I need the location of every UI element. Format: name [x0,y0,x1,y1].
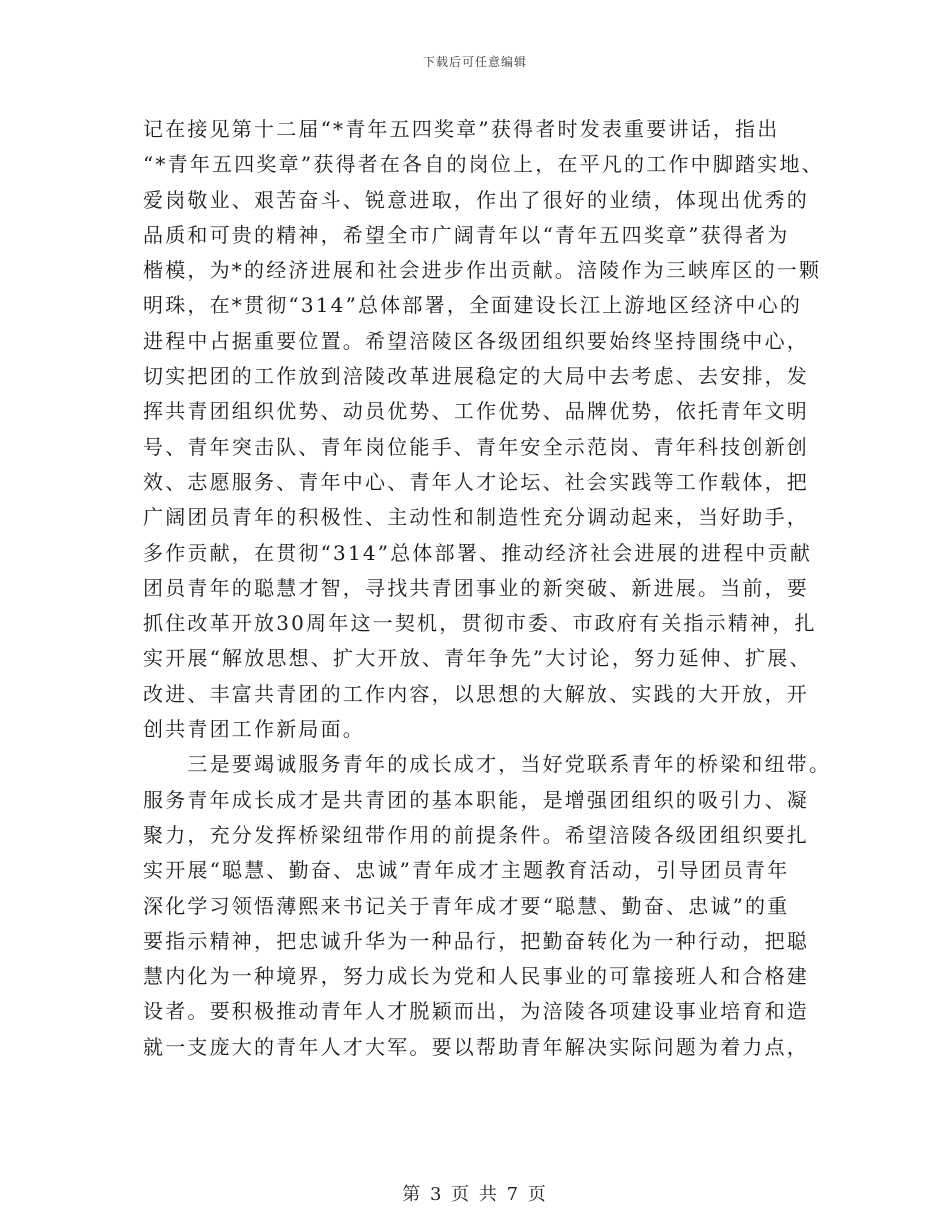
text-line: 服务青年成长成才是共青团的基本职能，是增强团组织的吸引力、凝 [143,787,809,812]
text-line: 实开展“解放思想、扩大开放、青年争先”大讨论，努力延伸、扩展、 [143,646,812,671]
text-line: 效、志愿服务、青年中心、青年人才论坛、社会实践等工作载体，把 [143,469,809,494]
text-line: “*青年五四奖章”获得者在各自的岗位上，在平凡的工作中脚踏实地、 [143,152,824,177]
text-line: 深化学习领悟薄熙来书记关于青年成才要“聪慧、勤奋、忠诚”的重 [143,893,790,918]
page-number-footer: 第 3 页 共 7 页 [402,1184,548,1205]
text-line: 聚力，充分发挥桥梁纽带作用的前提条件。希望涪陵各级团组织要扎 [143,822,809,847]
text-line: 抓住改革开放30周年这一契机，贯彻市委、市政府有关指示精神，扎 [143,611,817,636]
text-line: 品质和可贵的精神，希望全市广阔青年以“青年五四奖章”获得者为 [143,222,790,247]
document-body [143,112,832,1065]
text-line: 实开展“聪慧、勤奋、忠诚”青年成才主题教育活动，引导团员青年 [143,858,790,883]
text-line: 切实把团的工作放到涪陵改革进展稳定的大局中去考虑、去安排，发 [143,364,809,389]
text-line: 楷模，为*的经济进展和社会进步作出贡献。涪陵作为三峡库区的一颗 [143,258,822,283]
text-line: 号、青年突击队、青年岗位能手、青年安全示范岗、青年科技创新创 [143,434,809,459]
text-line: 多作贡献，在贯彻“314”总体部署、推动经济社会进展的进程中贡献 [143,540,813,565]
text-line: 挥共青团组织优势、动员优势、工作优势、品牌优势，依托青年文明 [143,399,809,424]
text-line: 改进、丰富共青团的工作内容，以思想的大解放、实践的大开放，开 [143,681,809,706]
text-line: 慧内化为一种境界，努力成长为党和人民事业的可靠接班人和合格建 [143,964,809,989]
text-line: 记在接见第十二届“*青年五四奖章”获得者时发表重要讲话，指出 [143,117,780,141]
text-line: 进程中占据重要位置。希望涪陵区各级团组织要始终坚持围绕中心， [143,328,809,353]
text-line: 明珠，在*贯彻“314”总体部署，全面建设长江上游地区经济中心的 [143,293,803,318]
text-line: 爱岗敬业、艰苦奋斗、锐意进取，作出了很好的业绩，体现出优秀的 [143,187,809,212]
page-header: 下载后可任意编辑 [422,55,527,69]
paragraph-start-line: 三是要竭诚服务青年的成长成才，当好党联系青年的桥梁和纽带。 [143,752,832,777]
text-line: 广阔团员青年的积极性、主动性和制造性充分调动起来，当好助手， [143,505,809,530]
text-line: 要指示精神，把忠诚升华为一种品行，把勤奋转化为一种行动，把聪 [143,928,809,953]
text-line: 就一支庞大的青年人才大军。要以帮助青年解决实际问题为着力点， [143,1034,809,1059]
text-line: 创共青团工作新局面。 [143,717,365,742]
text-line: 团员青年的聪慧才智，寻找共青团事业的新突破、新进展。当前，要 [143,575,809,600]
text-line: 设者。要积极推动青年人才脱颖而出，为涪陵各项建设事业培育和造 [143,999,809,1024]
